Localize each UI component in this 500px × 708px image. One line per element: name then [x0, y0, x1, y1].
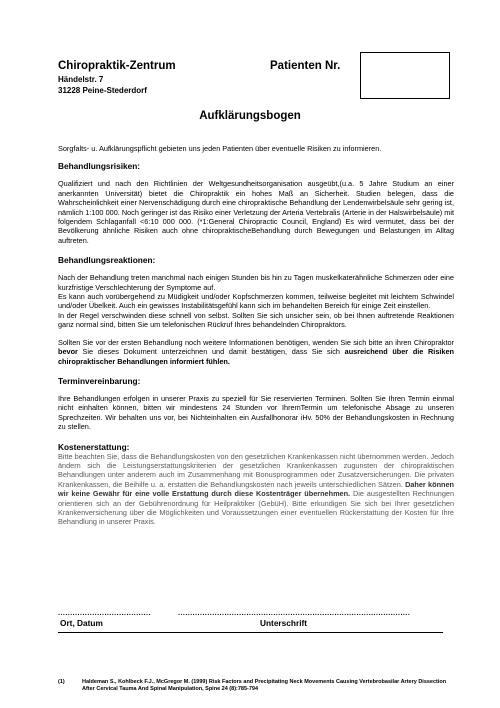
reactions-heading: Behandlungsreaktionen: — [58, 255, 156, 266]
risks-text: Qualifiziert und nach den Richtlinien der Weltgesundheitsorganisation ausgeübt,(u.a. 5 Jahre Studium an einer anerkannten Universität) bietet die Chiropraktik ein hohes Maß an Sicherheit. Studien belegen, dass die Wahrscheinlichkeit einer Nervenschädigung durch eine chiropraktische Behandlung der Lendenwirbelsäule sehr gering ist, nämlich 1:100 000. Noch geringer ist das Risiko einer Verletzung der Arteria Vertebralis (Arterie in der Halswirbelsäule) mit folgendem Schlaganfall <6:10 000 000. (*1:General Chiropractic Council, England) Es wird vermutet, dass bei der Bevölkerung ähnliche Risiken auch ohne chiropraktischeBehandlung durch Bewegungen und Belastungen im Alltag auftreten. — [58, 179, 454, 245]
costs-text — [58, 452, 454, 527]
signature-dots[interactable]: ............................................................................................... — [178, 610, 411, 617]
reactions-p4-mid: Sie dieses Dokument unterzeichnen und damit bestätigen, dass Sie sich — [77, 347, 345, 357]
intro-text: Sorgfalts- u. Aufklärungspflicht gebieten uns jeden Patienten über eventuelle Risiken zu informieren. — [58, 144, 382, 153]
reactions-text-3: In der Regel verschwinden diese schnell von selbst. Sollten Sie sich unsicher sein, ob bei Ihnen auftretende Reaktionen ganz normal sind, bitten Sie um telefonischen Rückruf Ihres behandelnden Chiropraktors. — [58, 310, 454, 330]
footnote-text: Haldeman S., Kohlbeck F.J., McGregor M. (1999) Risk Factors and Precipitating Neck Movements Causing Vertebrobasilar Artery Dissection After Cervical Tauma And Spinal Manipulation, Spine 24 (8):785-794 — [82, 679, 447, 693]
reactions-text-1: Nach der Behandlung treten manchmal nach einigen Stunden bis hin zu Tagen muskelkaterähnliche Schmerzen oder eine kurzfristige Verschlechterung der Symptome auf. — [58, 273, 454, 292]
reactions-text-4 — [58, 338, 454, 366]
place-date-dots[interactable]: ...................................... — [58, 610, 151, 617]
clinic-name: Chiropraktik-Zentrum — [58, 60, 176, 72]
risks-heading: Behandlungsrisiken: — [58, 161, 141, 172]
patient-number-box[interactable] — [360, 52, 450, 99]
signature-underline — [58, 632, 443, 633]
reactions-p4-bold-informed: ausreichend über die Risiken chiropraktischer Behandlungen informiert fühlen. — [58, 347, 454, 366]
clinic-city: 31228 Peine-Stederdorf — [58, 86, 147, 95]
place-date-label: Ort, Datum — [60, 618, 103, 628]
appointments-heading: Terminvereinbarung: — [58, 375, 141, 386]
reactions-p4-start: Sollten Sie vor der ersten Behandlung noch weitere Informationen benötigen, wenden Sie sich bitte an ihren Chiropraktor — [58, 337, 454, 347]
appointments-text: Ihre Behandlungen erfolgen in unserer Praxis zu speziell für Sie reservierten Terminen. Sollten Sie Ihren Termin einmal nicht einhalten können, bitten wir mindestens 24 Stunden vor IhremTermin um telefonische Absage zu unseren Sprechzeiten. Wir behalten uns vor, bei Nichteinhalten ein Ausfallhonorar iHv. 50% der Behandlungskosten in Rechnung zu stellen. — [58, 393, 454, 432]
patient-number-label: Patienten Nr. — [270, 60, 341, 72]
costs-text-bold: Daher können wir keine Gewähr für eine volle Erstattung durch diese Kostenträger übernehmen. — [58, 479, 455, 499]
reactions-text-2: Es kann auch vorübergehend zu Müdigkeit und/oder Kopfschmerzen kommen, teilweise begleitet mit leichtem Schwindel und/oder Übelkeit. Auch ein gewisses Instabilitätsgefühl kann sich im behandelten Bereich für einige Zeit einstellen. — [58, 292, 454, 311]
costs-text-start: Bitte beachten Sie, dass die Behandlungskosten von den gesetzlichen Krankenkassen nicht übernommen werden. Jedoch ändern sich die Leistungserstattungskriterien der gesetzlichen Krankenkassen zugunsten der chiropraktischen Behandlungen unter anderem auch im Zusammenhang mit Bonusprogrammen oder Zusatzversicherungen. Die privaten Krankenkassen, die Beihilfe u. a. erstatten die Behandlungskosten nach jeweils unterschiedlichen Sätzen. — [58, 451, 454, 489]
signature-label: Unterschrift — [260, 618, 308, 628]
document-title: Aufklärungsbogen — [199, 110, 301, 122]
footnote-number: (1) — [58, 679, 65, 685]
clinic-street: Händelstr. 7 — [58, 75, 104, 84]
costs-heading: Kostenerstattung: — [58, 441, 130, 452]
reactions-p4-bold-before: bevor — [58, 347, 78, 357]
costs-text-end: Die ausgestellten Rechnungen orientieren sich an der Gebührenordnung für Heilpraktiker (GebüH). Bitte erkundigen Sie sich bei Ihrer gesetzlichen Krankenversicherung über die Möglichkeiten und Voraussetzungen einer eventuellen Rückerstattung der Kosten für Ihre Behandlung in unserer Praxis. — [58, 489, 455, 527]
document-body — [58, 144, 454, 527]
